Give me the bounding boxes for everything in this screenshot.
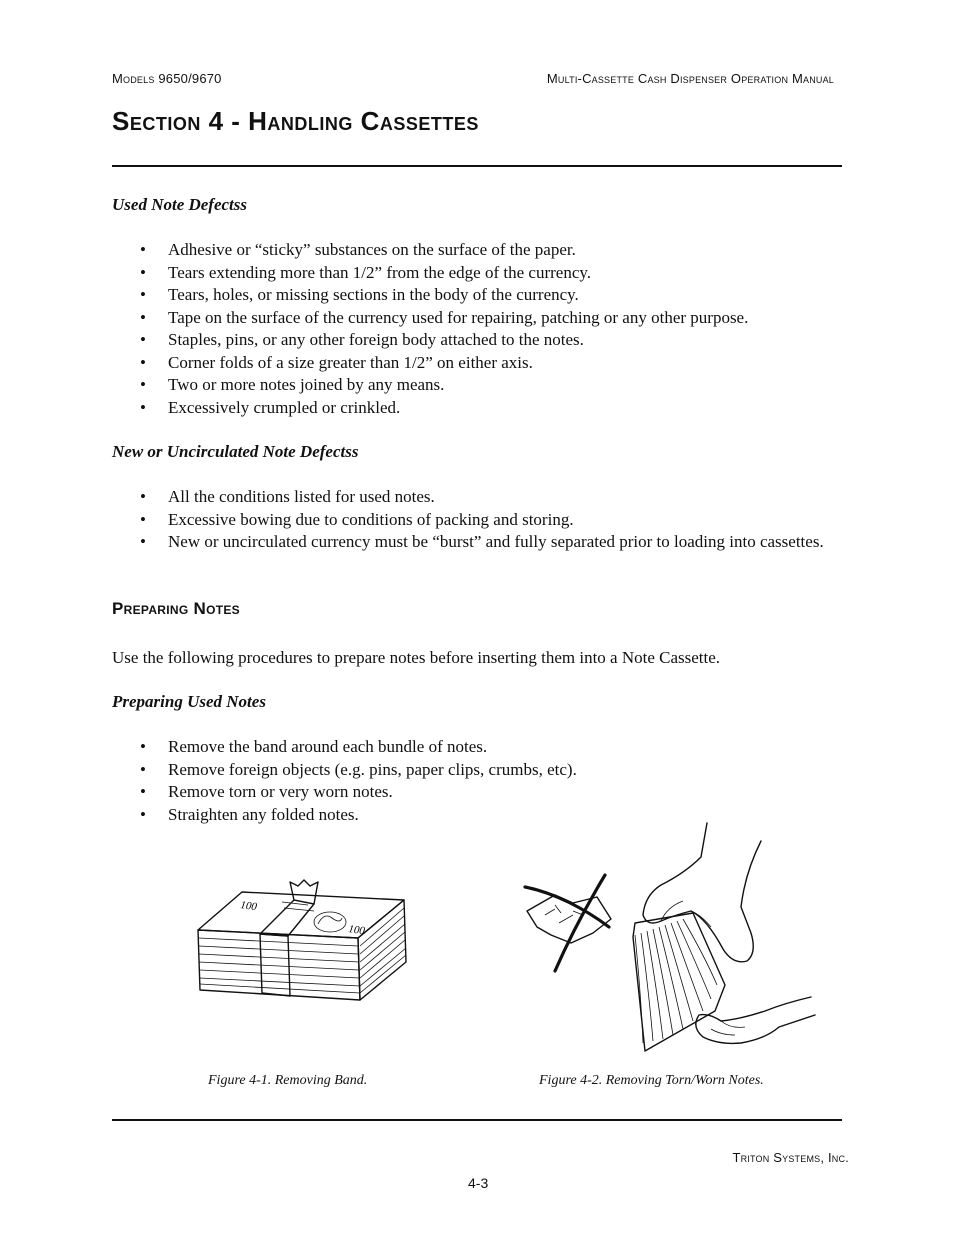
bottom-divider [112, 1119, 842, 1121]
preparing-used-heading: Preparing Used Notes [112, 692, 266, 711]
list-item [140, 509, 830, 532]
bullet: • [140, 509, 146, 529]
lower-hand [696, 997, 815, 1043]
banded-bundle-illustration [190, 878, 410, 1018]
list-item-text: All the conditions listed for used notes. [168, 487, 435, 506]
bullet: • [140, 737, 146, 756]
list-item [140, 759, 830, 782]
list-item [140, 329, 830, 352]
list-item-text: New or uncirculated currency must be “burst” and fully separated prior to loading into cassettes. [168, 532, 824, 551]
list-item-text: Remove the band around each bundle of notes. [168, 737, 488, 756]
list-item [140, 239, 830, 262]
section-title: Section 4 - Handling Cassettes [112, 106, 479, 136]
list-item-text: Corner folds of a size greater than 1/2” on either axis. [168, 352, 533, 372]
list-item [140, 736, 830, 759]
bullet: • [140, 307, 146, 327]
list-item-text: Adhesive or “sticky” substances on the surface of the paper. [168, 240, 576, 259]
list-item-text: Tears, holes, or missing sections in the body of the currency. [168, 285, 579, 304]
bullet: • [140, 804, 146, 824]
bullet: • [140, 782, 146, 801]
lower-hand-fingers [711, 1021, 745, 1035]
paper-band-top [260, 900, 314, 936]
list-item-text: Remove foreign objects (e.g. pins, paper clips, crumbs, etc). [168, 759, 577, 779]
figure-caption-2: Figure 4-2. Removing Torn/Worn Notes. [539, 1073, 764, 1088]
used-defects-heading: Used Note Defectss [112, 195, 248, 214]
upper-hand [643, 823, 761, 962]
bullet: • [140, 240, 146, 259]
bullet: • [140, 487, 146, 506]
bullet: • [140, 352, 146, 372]
bundle-front-face [198, 930, 360, 1000]
bullet: • [140, 532, 146, 551]
bullet: • [140, 759, 146, 779]
header-manual-title: Multi-Cassette Cash Dispenser Operation Manual [546, 71, 834, 86]
used-defects-list [140, 239, 830, 419]
denomination-corner: 100 [347, 923, 366, 938]
list-item-text: Tears extending more than 1/2” from the edge of the currency. [168, 262, 592, 282]
bullet: • [140, 285, 146, 304]
denomination-top: 100 [239, 899, 258, 914]
list-item [140, 374, 830, 397]
cross-stroke-1 [525, 887, 609, 927]
list-item-text: Excessive bowing due to conditions of packing and storing. [168, 509, 574, 529]
list-item [140, 262, 830, 285]
list-item-text: Staples, pins, or any other foreign body attached to the notes. [168, 330, 584, 349]
footer-company: Triton Systems, Inc. [732, 1150, 849, 1165]
list-item [140, 486, 830, 509]
cross-stroke-2 [555, 875, 605, 971]
bullet: • [140, 397, 146, 417]
note-edges [199, 908, 406, 993]
preparing-notes-heading: Preparing Notes [112, 599, 240, 618]
bullet: • [140, 262, 146, 282]
list-item [140, 307, 830, 330]
page-number: 4-3 [468, 1175, 489, 1191]
bullet: • [140, 375, 146, 394]
new-defects-list [140, 486, 830, 554]
list-item [140, 397, 830, 420]
list-item [140, 531, 830, 554]
figure-caption-1: Figure 4-1. Removing Band. [208, 1073, 368, 1088]
torn-band-flap [290, 880, 318, 904]
header-model: Models 9650/9670 [112, 71, 222, 86]
portrait-face [318, 916, 342, 924]
fanned-notes [633, 913, 725, 1051]
list-item [140, 284, 830, 307]
list-item-text: Excessively crumpled or crinkled. [168, 397, 401, 417]
list-item [140, 781, 830, 804]
preparing-used-list [140, 736, 830, 826]
intro-paragraph: Use the following procedures to prepare notes before inserting them into a Note Cassette. [112, 648, 721, 667]
fanning-notes-illustration [515, 815, 820, 1055]
list-item-text: Two or more notes joined by any means. [168, 375, 445, 394]
list-item-text: Remove torn or very worn notes. [168, 782, 393, 801]
list-item [140, 352, 830, 375]
new-defects-heading: New or Uncirculated Note Defectss [112, 442, 359, 461]
bullet: • [140, 330, 146, 349]
list-item-text: Tape on the surface of the currency used for repairing, patching or any other purpose. [168, 307, 749, 327]
top-divider [112, 165, 842, 167]
list-item-text: Straighten any folded notes. [168, 804, 359, 824]
